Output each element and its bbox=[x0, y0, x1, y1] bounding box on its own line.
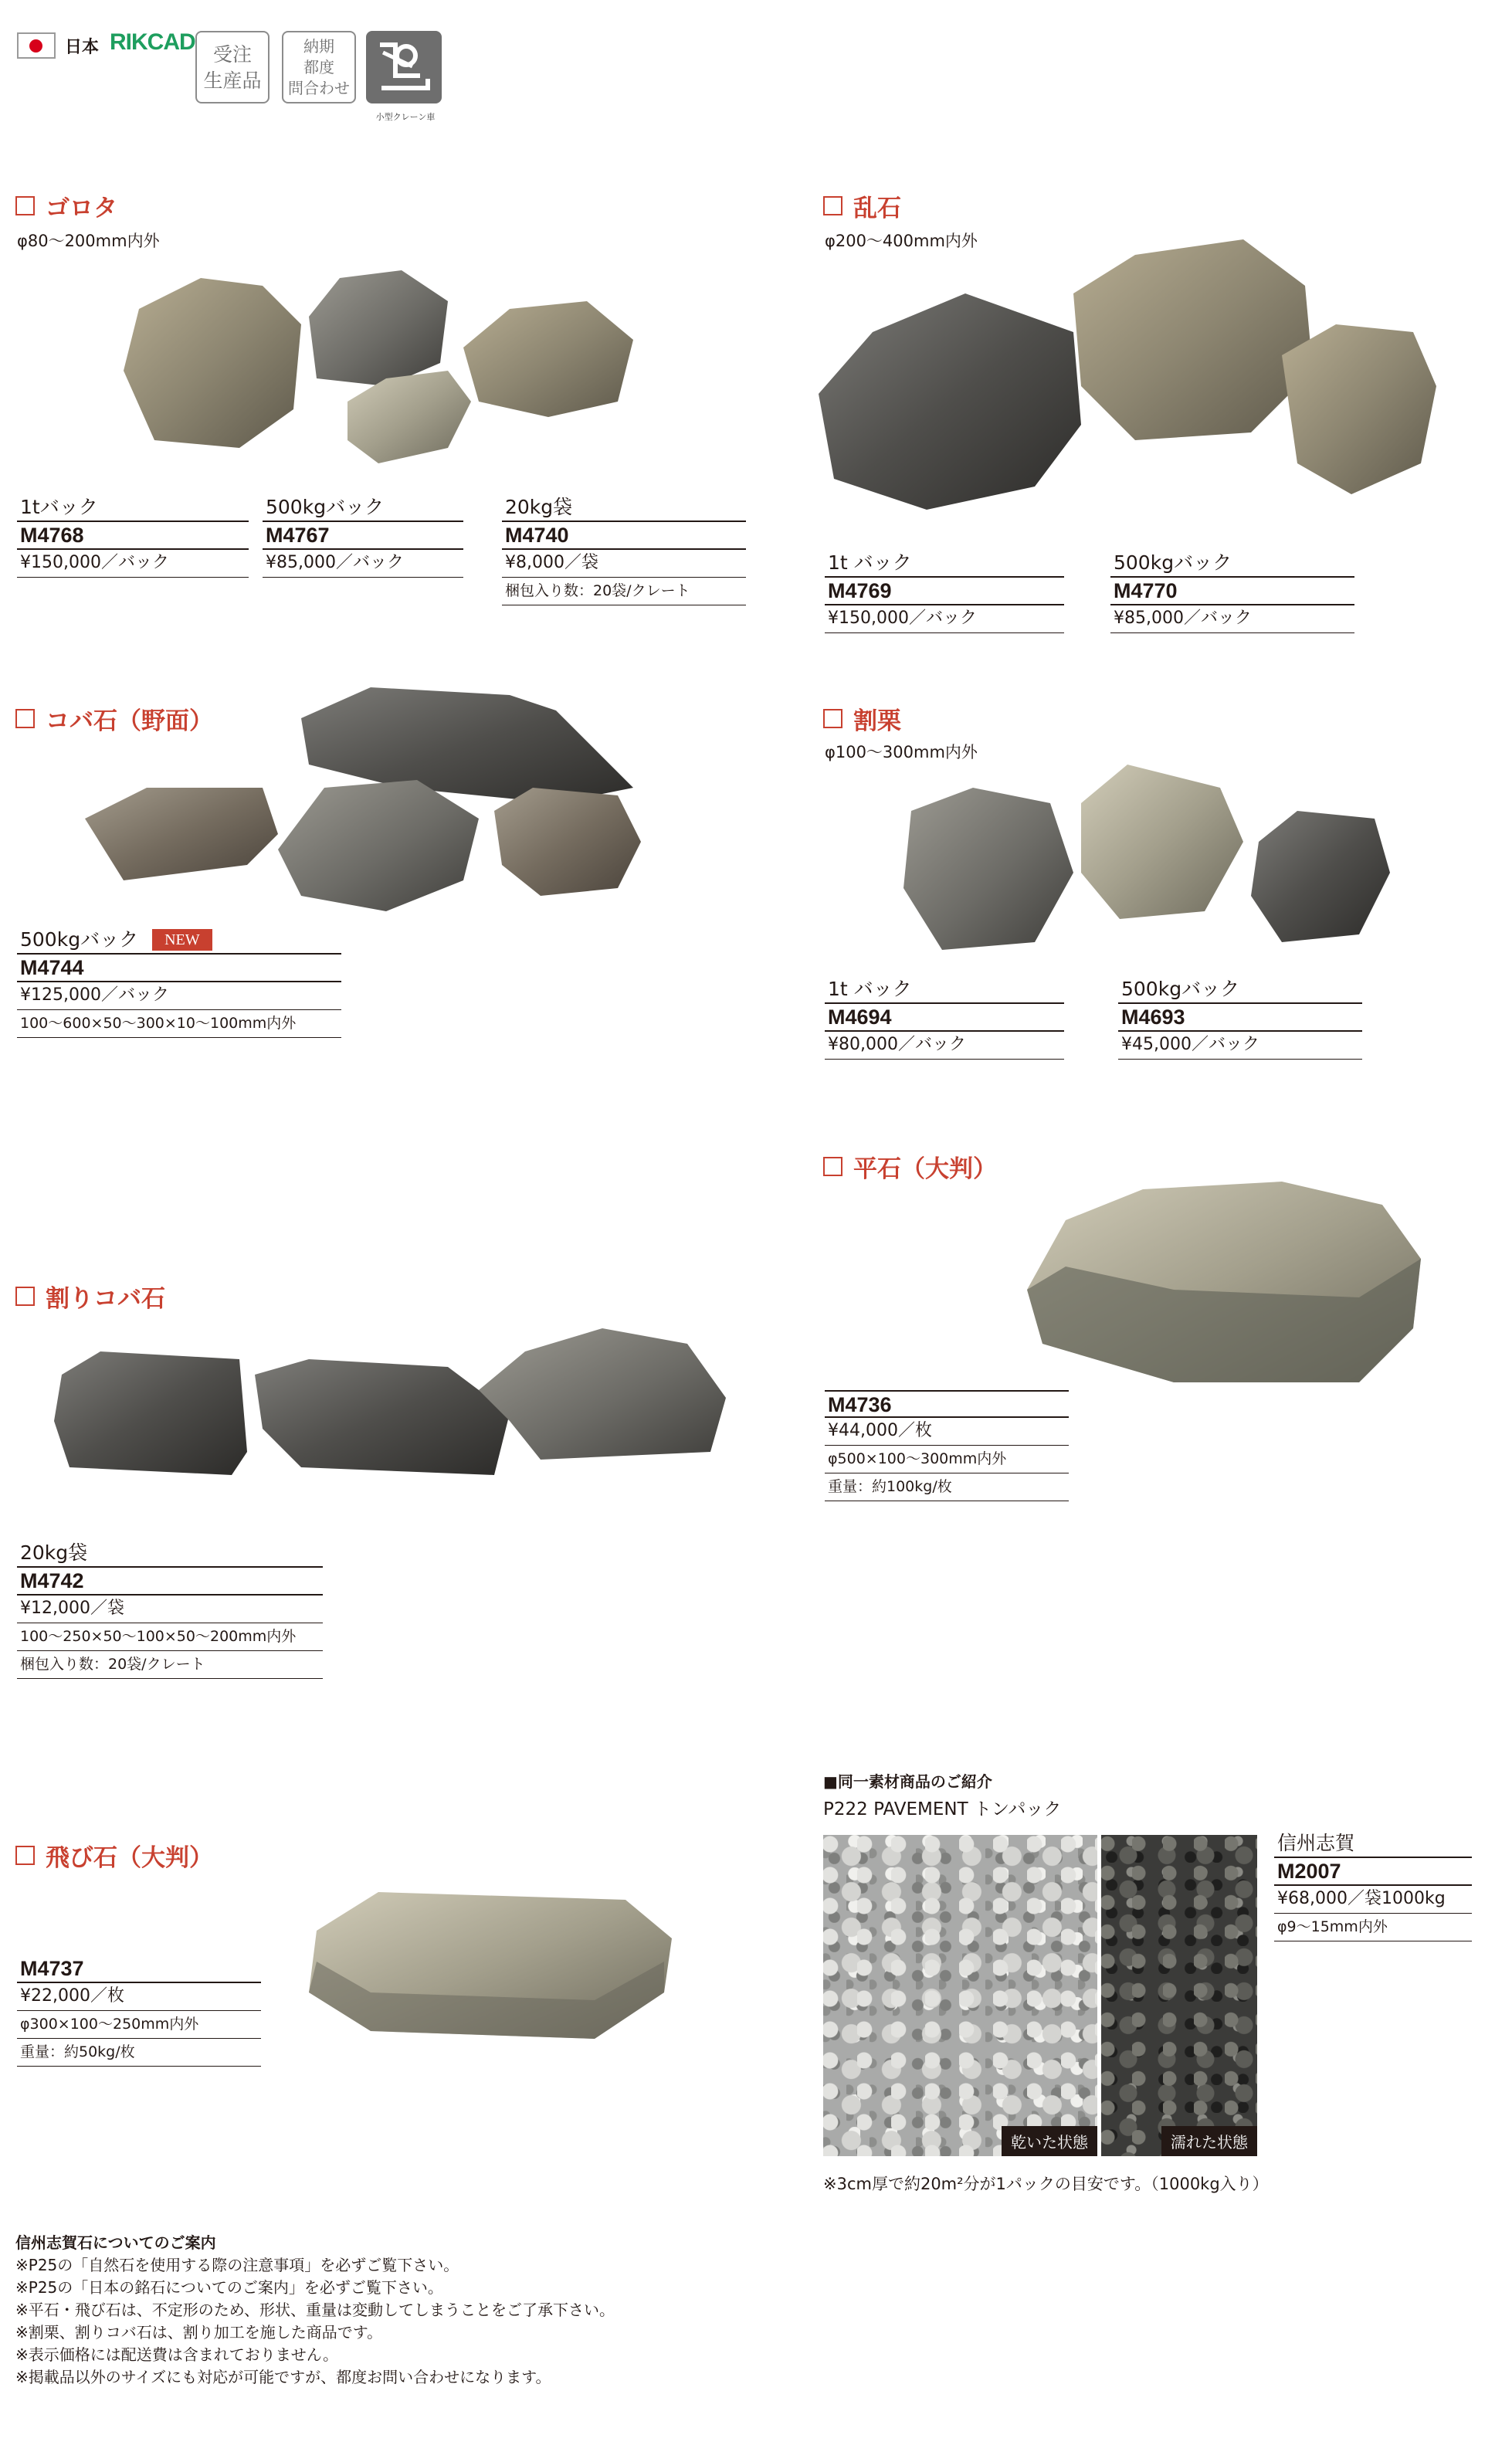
product-label: 1tバック bbox=[17, 494, 249, 522]
stone bbox=[1282, 324, 1436, 494]
pavement-subheading: P222 PAVEMENT トンパック bbox=[823, 1799, 1062, 1819]
product-m2007 bbox=[1274, 1830, 1472, 1941]
product-m4744 bbox=[17, 927, 341, 1038]
product-price: ¥125,000／バック bbox=[17, 982, 341, 1010]
product-code: M4694 bbox=[825, 1004, 1064, 1032]
note-line: ※平石・飛び石は、不定形のため、形状、重量は変動してしまうことをご了承下さい。 bbox=[15, 2301, 615, 2319]
stone bbox=[1073, 239, 1313, 440]
pavement-note: ※3cm厚で約20m²分が1パックの目安です。（1000kg入り） bbox=[823, 2175, 1269, 2193]
product-m4769 bbox=[825, 550, 1064, 633]
checkbox-icon bbox=[823, 709, 842, 728]
product-m4740 bbox=[502, 494, 746, 605]
product-label: 1t バック bbox=[825, 550, 1064, 578]
product-m4736 bbox=[825, 1390, 1069, 1501]
product-price: ¥22,000／枚 bbox=[17, 1983, 261, 2011]
wariguri-size: φ100～300mm内外 bbox=[825, 743, 978, 761]
crane-truck-icon bbox=[366, 31, 442, 103]
stone bbox=[255, 1359, 510, 1475]
product-price: ¥85,000／バック bbox=[1110, 605, 1354, 633]
stone bbox=[309, 270, 448, 386]
note-line: ※P25の「日本の銘石についてのご案内」を必ずご覧下さい。 bbox=[15, 2278, 443, 2297]
hiraishi-stone-photo bbox=[1019, 1174, 1436, 1398]
new-badge: NEW bbox=[152, 929, 212, 951]
wet-gravel-photo bbox=[1101, 1835, 1257, 2156]
note-line: ※表示価格には配送費は含まれておりません。 bbox=[15, 2345, 338, 2364]
checkbox-icon bbox=[15, 1846, 35, 1865]
section-title-warikoba: 割りコバ石 bbox=[15, 1279, 165, 1314]
product-code: M4742 bbox=[17, 1568, 323, 1596]
product-label: 信州志賀 bbox=[1274, 1830, 1472, 1858]
stone bbox=[494, 788, 641, 896]
product-price: ¥45,000／バック bbox=[1118, 1032, 1362, 1060]
product-m4767 bbox=[263, 494, 463, 578]
note-line: ※割栗、割りコバ石は、割り加工を施した商品です。 bbox=[15, 2323, 383, 2342]
stone bbox=[54, 1351, 247, 1475]
checkbox-icon bbox=[823, 1157, 842, 1176]
japan-flag-icon bbox=[17, 32, 56, 59]
product-price: ¥85,000／バック bbox=[263, 550, 463, 578]
product-code: M4744 bbox=[17, 955, 341, 982]
section-title-gorota: ゴロタ bbox=[15, 188, 117, 223]
product-label: 20kg袋 bbox=[502, 494, 746, 522]
product-m4693 bbox=[1118, 976, 1362, 1060]
product-code: M4769 bbox=[825, 578, 1064, 605]
product-code: M2007 bbox=[1274, 1858, 1472, 1886]
gorota-stones-photo bbox=[108, 255, 641, 471]
product-size: φ500×100～300mm内外 bbox=[825, 1446, 1069, 1473]
product-label: 500kgバック bbox=[263, 494, 463, 522]
product-label: 500kgバック bbox=[1110, 550, 1354, 578]
stone bbox=[903, 788, 1073, 950]
product-label: 500kgバック bbox=[20, 928, 139, 951]
checkbox-icon bbox=[15, 196, 35, 215]
stone bbox=[124, 278, 301, 448]
product-size: φ9～15mm内外 bbox=[1274, 1914, 1472, 1941]
checkbox-icon bbox=[823, 196, 842, 215]
product-weight: 重量：約50kg/枚 bbox=[17, 2039, 261, 2067]
product-packing: 梱包入り数：20袋/クレート bbox=[502, 578, 746, 605]
product-m4770 bbox=[1110, 550, 1354, 633]
stone bbox=[1251, 811, 1390, 942]
koba-stones-photo bbox=[77, 680, 656, 927]
checkbox-icon bbox=[15, 1287, 35, 1306]
wet-label: 濡れた状態 bbox=[1161, 2126, 1257, 2156]
product-code: M4770 bbox=[1110, 578, 1354, 605]
product-price: ¥150,000／バック bbox=[17, 550, 249, 578]
product-size: 100～600×50～300×10～100mm内外 bbox=[17, 1010, 341, 1038]
product-price: ¥80,000／バック bbox=[825, 1032, 1064, 1060]
dry-label: 乾いた状態 bbox=[1002, 2126, 1097, 2156]
stone bbox=[1081, 765, 1243, 919]
section-title-ranseki: 乱石 bbox=[823, 188, 901, 223]
checkbox-icon bbox=[15, 709, 35, 728]
made-to-order-badge: 受注 生産品 bbox=[195, 31, 270, 103]
product-label-row bbox=[17, 927, 341, 955]
stone bbox=[479, 1328, 726, 1460]
stone bbox=[278, 780, 479, 911]
rikcad-logo: RIKCAD bbox=[110, 29, 195, 55]
notes-title: 信州志賀石についてのご案内 bbox=[15, 2233, 216, 2252]
wariguri-stones-photo bbox=[896, 757, 1398, 958]
ranseki-size: φ200～400mm内外 bbox=[825, 232, 978, 250]
product-m4768 bbox=[17, 494, 249, 578]
product-m4694 bbox=[825, 976, 1064, 1060]
section-title-tobiishi: 飛び石（大判） bbox=[15, 1838, 213, 1873]
product-size: 100～250×50～100×50～200mm内外 bbox=[17, 1623, 323, 1651]
section-title-hiraishi: 平石（大判） bbox=[823, 1149, 997, 1184]
product-code: M4693 bbox=[1118, 1004, 1362, 1032]
stone bbox=[85, 788, 278, 880]
product-code: M4767 bbox=[263, 522, 463, 550]
section-title-wariguri: 割栗 bbox=[823, 701, 901, 736]
product-weight: 重量：約100kg/枚 bbox=[825, 1473, 1069, 1501]
related-products-heading: ■同一素材商品のご紹介 bbox=[823, 1772, 992, 1791]
product-code: M4737 bbox=[17, 1955, 261, 1983]
product-label: 500kgバック bbox=[1118, 976, 1362, 1004]
product-label: 20kg袋 bbox=[17, 1540, 323, 1568]
product-code: M4736 bbox=[825, 1390, 1069, 1418]
product-price: ¥68,000／袋1000kg bbox=[1274, 1886, 1472, 1914]
dry-gravel-photo bbox=[823, 1835, 1097, 2156]
stone bbox=[347, 371, 471, 463]
product-price: ¥150,000／バック bbox=[825, 605, 1064, 633]
gorota-size: φ80～200mm内外 bbox=[17, 232, 160, 250]
product-packing: 梱包入り数：20袋/クレート bbox=[17, 1651, 323, 1679]
note-line: ※掲載品以外のサイズにも対応が可能ですが、都度お問い合わせになります。 bbox=[15, 2368, 551, 2386]
section-title-koba: コバ石（野面） bbox=[15, 701, 213, 736]
product-size: φ300×100～250mm内外 bbox=[17, 2011, 261, 2039]
stone bbox=[463, 301, 633, 417]
tobiishi-stone-photo bbox=[301, 1877, 687, 2047]
product-code: M4768 bbox=[17, 522, 249, 550]
stone bbox=[819, 293, 1081, 510]
note-line: ※P25の「自然石を使用する際の注意事項」を必ずご覧下さい。 bbox=[15, 2256, 459, 2274]
product-price: ¥12,000／袋 bbox=[17, 1596, 323, 1623]
product-m4737 bbox=[17, 1955, 261, 2067]
warikoba-stones-photo bbox=[46, 1313, 741, 1498]
country-label: 日本 bbox=[65, 38, 100, 57]
shinshu-shiga-notes bbox=[15, 2232, 615, 2389]
product-label: 1t バック bbox=[825, 976, 1064, 1004]
product-code: M4740 bbox=[502, 522, 746, 550]
product-price: ¥8,000／袋 bbox=[502, 550, 746, 578]
delivery-inquiry-badge: 納期 都度 問合わせ bbox=[282, 31, 356, 103]
ranseki-stones-photo bbox=[811, 232, 1444, 525]
crane-caption: 小型クレーン車 bbox=[375, 112, 436, 122]
product-m4742 bbox=[17, 1540, 323, 1679]
product-price: ¥44,000／枚 bbox=[825, 1418, 1069, 1446]
